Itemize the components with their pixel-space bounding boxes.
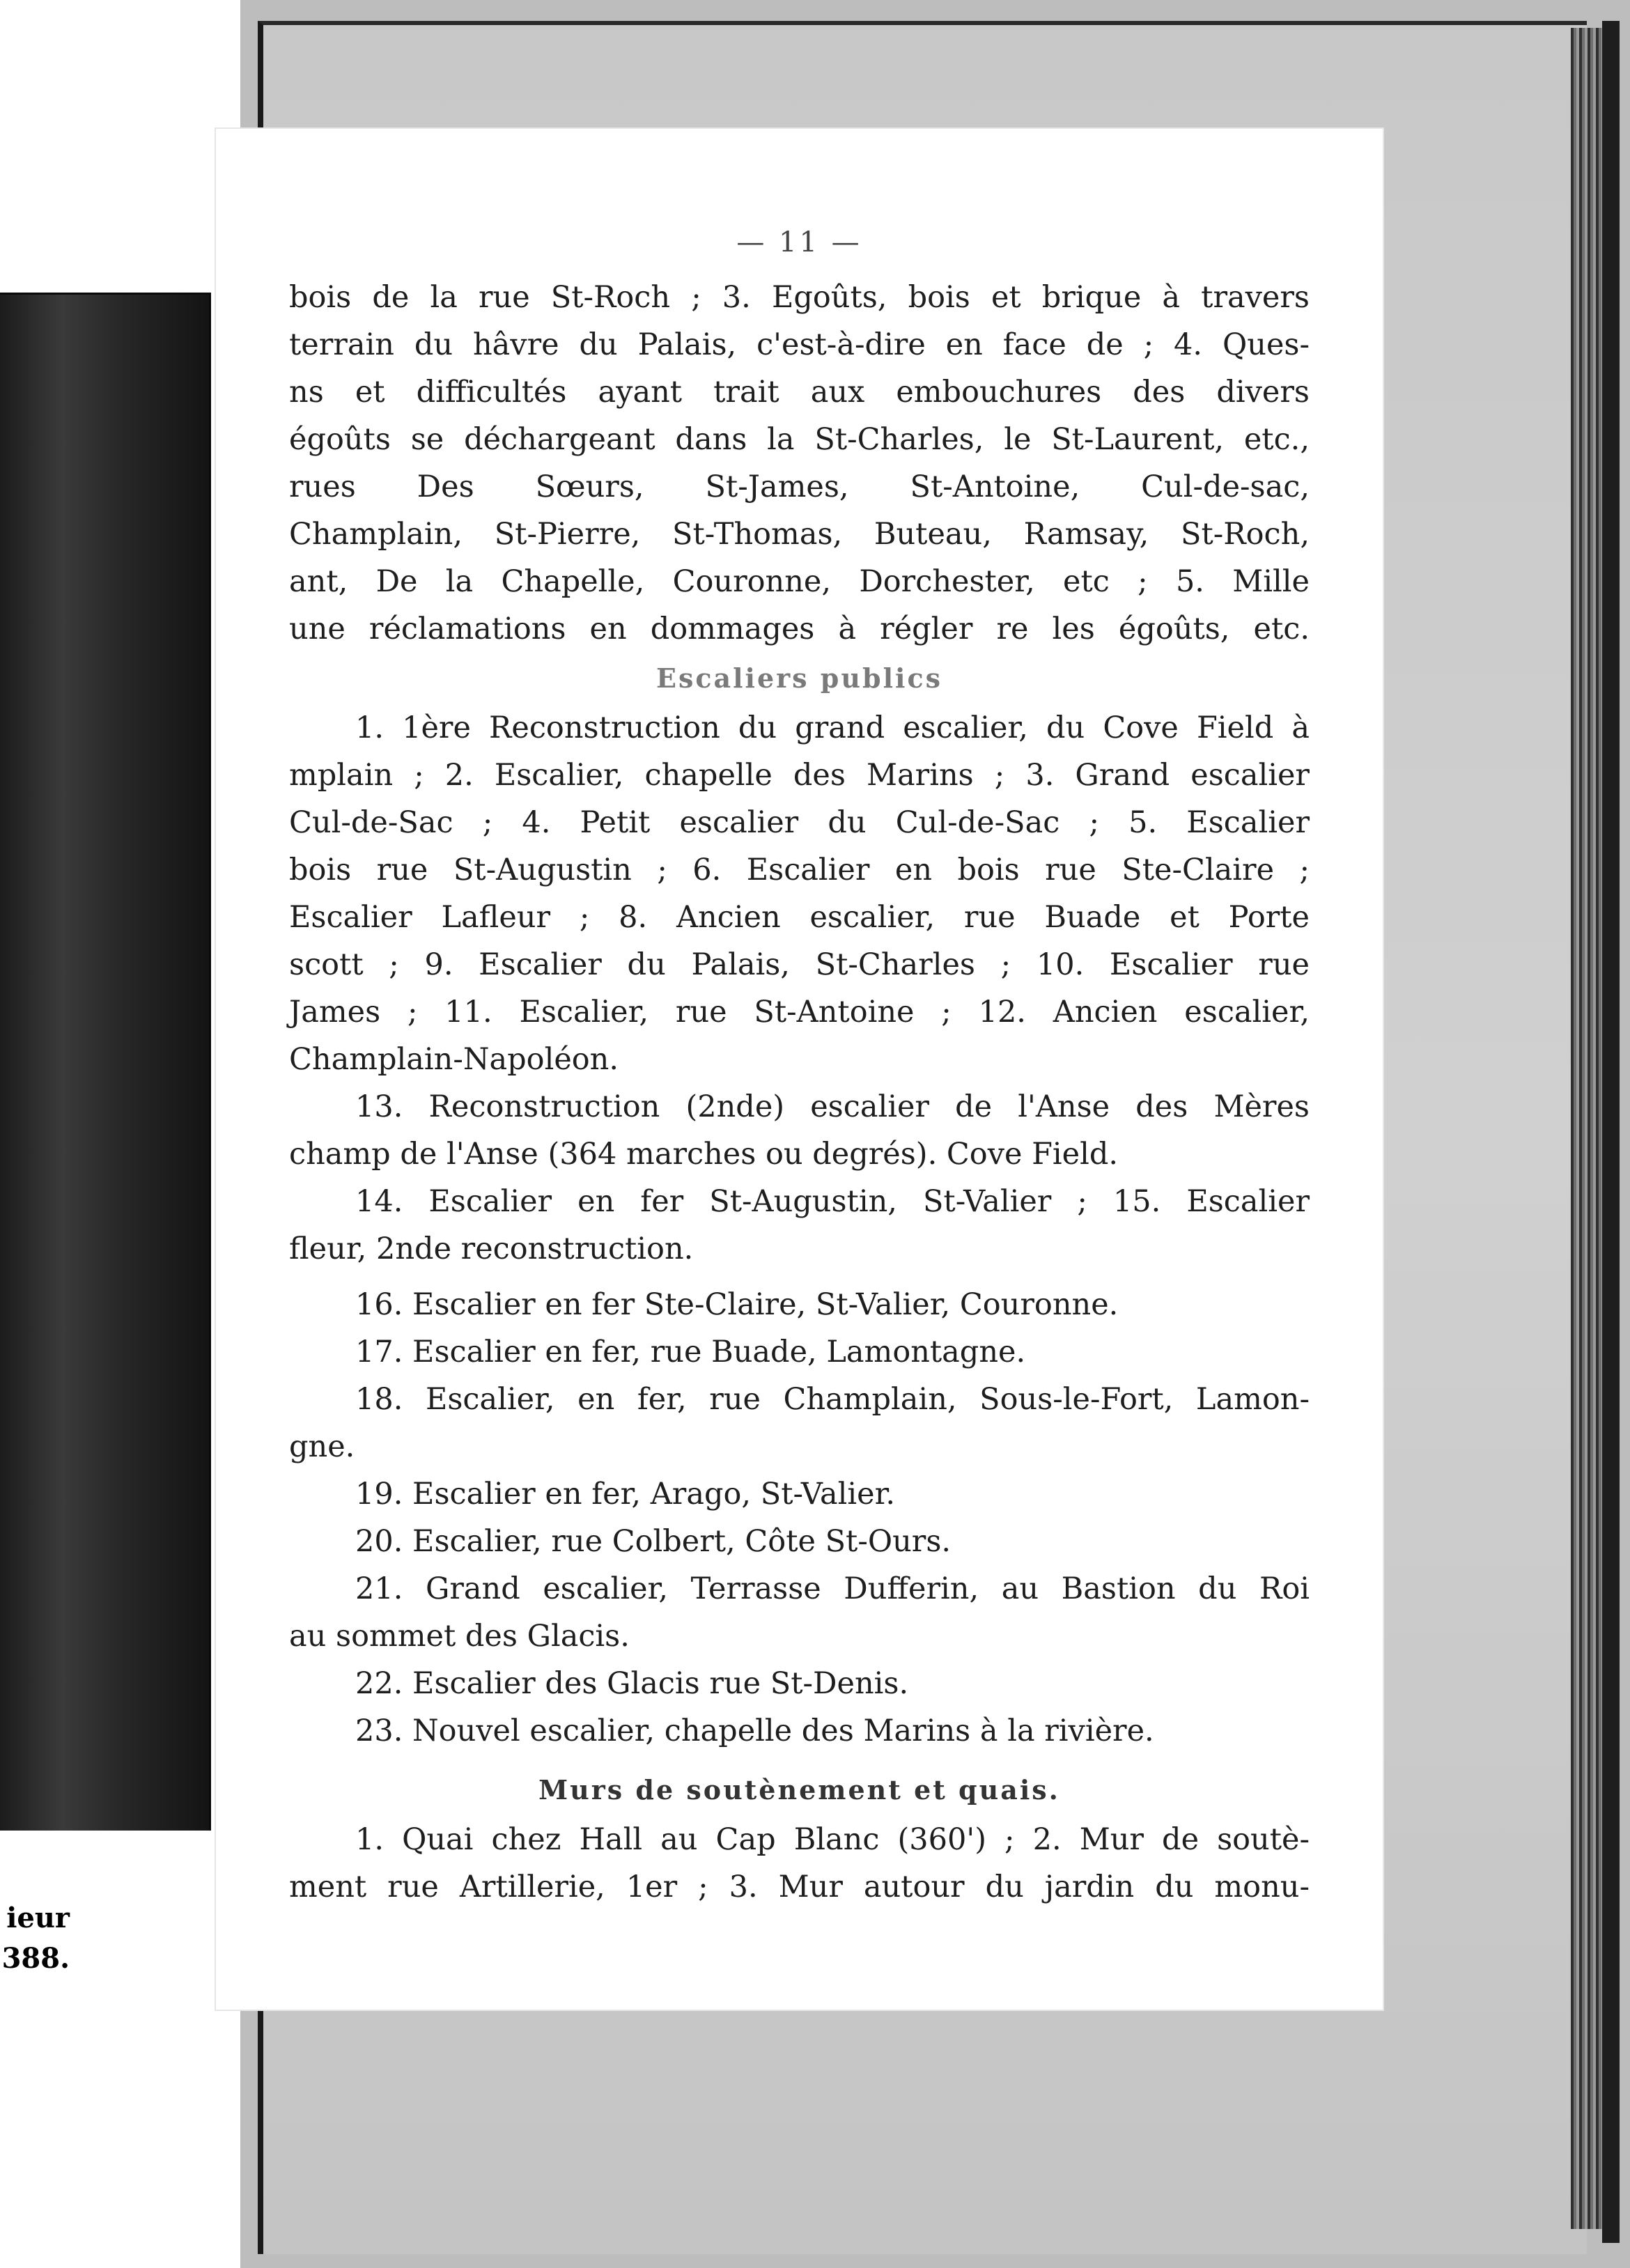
text-line: bois rue St-Augustin ; 6. Escalier en bois rue Ste-Claire ;: [289, 853, 1310, 887]
text-line: bois de la rue St-Roch ; 3. Egoûts, bois et brique à travers: [289, 280, 1310, 315]
text-line: James ; 11. Escalier, rue St-Antoine ; 12. Ancien escalier,: [289, 995, 1310, 1030]
text-line: une réclamations en dommages à régler re les égoûts, etc.: [289, 612, 1310, 646]
text-line: Champlain-Napoléon.: [289, 1042, 619, 1077]
book-binding-edge: [1602, 21, 1620, 2243]
text-line: 22. Escalier des Glacis rue St-Denis.: [355, 1666, 909, 1701]
text-line: 21. Grand escalier, Terrasse Dufferin, au Bastion du Roi: [355, 1571, 1310, 1606]
murs-list: [289, 1816, 1310, 1911]
paper-sheet: [216, 129, 1383, 2010]
text-line: au sommet des Glacis.: [289, 1619, 630, 1654]
text-line: 19. Escalier en fer, Arago, St-Valier.: [355, 1477, 896, 1512]
section-heading-escaliers: Escaliers publics: [656, 662, 942, 694]
intro-paragraph: [289, 274, 1310, 653]
text-line: terrain du hâvre du Palais, c'est-à-dire en face de ; 4. Ques-: [289, 327, 1310, 362]
text-line: mplain ; 2. Escalier, chapelle des Marins ; 3. Grand escalier: [289, 758, 1310, 793]
page-text-block: [289, 226, 1310, 1911]
text-line: Escalier Lafleur ; 8. Ancien escalier, rue Buade et Porte: [289, 900, 1310, 935]
text-line: fleur, 2nde reconstruction.: [289, 1232, 694, 1266]
text-line: ment rue Artillerie, 1er ; 3. Mur autour du jardin du monu-: [289, 1870, 1310, 1904]
text-line: 18. Escalier, en fer, rue Champlain, Sous-le-Fort, Lamon-: [355, 1382, 1310, 1417]
text-line: 14. Escalier en fer St-Augustin, St-Valier ; 15. Escalier: [355, 1184, 1310, 1219]
text-line: 16. Escalier en fer Ste-Claire, St-Valier, Couronne.: [355, 1287, 1119, 1322]
text-line: rues Des Sœurs, St-James, St-Antoine, Cul-de-sac,: [289, 469, 1310, 504]
text-line: Cul-de-Sac ; 4. Petit escalier du Cul-de-Sac ; 5. Escalier: [289, 805, 1310, 840]
escaliers-list: [289, 704, 1310, 1755]
text-line: Champlain, St-Pierre, St-Thomas, Buteau, Ramsay, St-Roch,: [289, 517, 1310, 552]
text-line: 1. Quai chez Hall au Cap Blanc (360') ; 2. Mur de soutè-: [355, 1822, 1310, 1857]
text-line: ant, De la Chapelle, Couronne, Dorchester, etc ; 5. Mille: [289, 564, 1310, 599]
text-line: scott ; 9. Escalier du Palais, St-Charles ; 10. Escalier rue: [289, 947, 1310, 982]
text-line: 17. Escalier en fer, rue Buade, Lamontagne.: [355, 1335, 1026, 1369]
left-page-photograph: [0, 293, 211, 1831]
book-page-edges: [1571, 28, 1602, 2229]
text-line: 13. Reconstruction (2nde) escalier de l'Anse des Mères: [355, 1089, 1310, 1124]
text-line: champ de l'Anse (364 marches ou degrés). Cove Field.: [289, 1137, 1119, 1172]
text-line: ns et difficultés ayant trait aux embouchures des divers: [289, 375, 1310, 410]
text-line: 23. Nouvel escalier, chapelle des Marins à la rivière.: [355, 1714, 1154, 1748]
text-line: 1. 1ère Reconstruction du grand escalier, du Cove Field à: [355, 710, 1310, 745]
page-number: — 11 —: [736, 226, 862, 258]
text-line: gne.: [289, 1429, 355, 1464]
left-caption-line-2: 388.: [1, 1942, 70, 1975]
text-line: égoûts se déchargeant dans la St-Charles, le St-Laurent, etc.,: [289, 422, 1310, 457]
left-page-caption: [0, 1898, 70, 1979]
text-line: 20. Escalier, rue Colbert, Côte St-Ours.: [355, 1524, 952, 1559]
left-caption-line-1: ieur: [6, 1902, 70, 1934]
section-heading-murs: Murs de soutènement et quais.: [538, 1774, 1060, 1805]
